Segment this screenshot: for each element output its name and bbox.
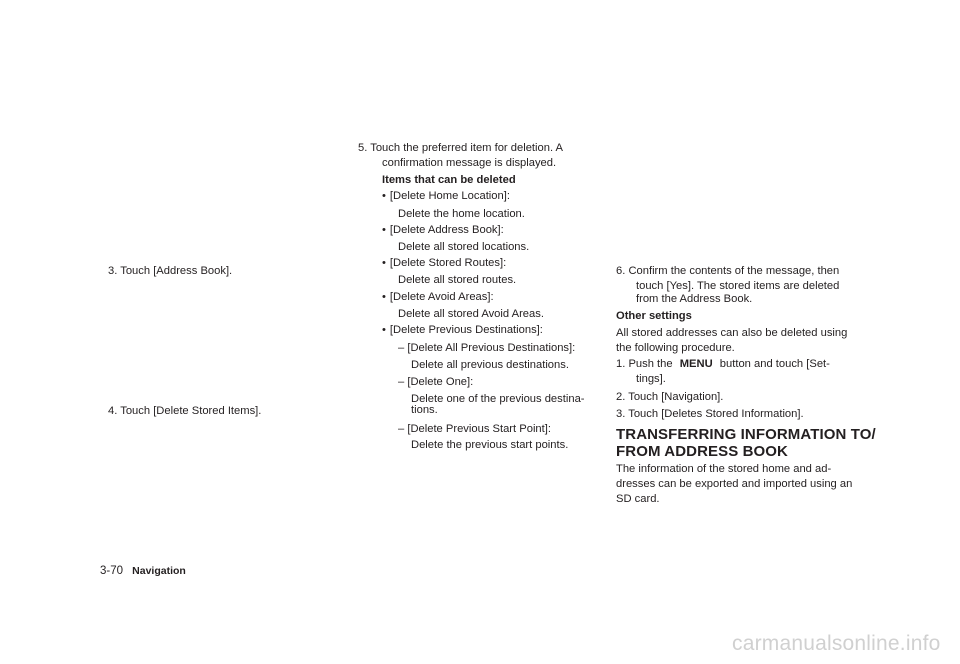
section-name: Navigation (132, 565, 186, 577)
step-5-line-2: confirmation message is displayed. (382, 157, 557, 169)
page-number: 3-70 (100, 565, 124, 577)
transfer-text: SD card. (616, 493, 660, 505)
list-item-desc: Delete the home location. (398, 208, 525, 220)
step-1-pre: 1. Push the (616, 358, 673, 370)
list-item-desc: Delete all stored routes. (398, 274, 517, 286)
step-6-line-2: touch [Yes]. The stored items are deleted (636, 280, 840, 292)
sub-item-label: – [Delete All Previous Destinations]: (398, 342, 576, 354)
list-item-label: • [Delete Home Location]: (382, 188, 510, 204)
transfer-text: The information of the stored home and ad- (616, 463, 832, 475)
transfer-heading-line-2: FROM ADDRESS BOOK (616, 443, 788, 460)
other-settings-heading: Other settings (616, 310, 692, 322)
other-settings-text: the following procedure. (616, 342, 735, 354)
watermark: carmanualsonline.info (732, 632, 941, 655)
list-item-desc: Delete all stored Avoid Areas. (398, 308, 544, 320)
menu-key: MENU (679, 358, 713, 370)
step-1-post: button and touch [Set- (719, 358, 830, 370)
sub-item-desc: tions. (411, 404, 438, 416)
sub-item-desc: Delete the previous start points. (411, 439, 569, 451)
list-item-label: • [Delete Address Book]: (382, 222, 504, 238)
transfer-heading-line-1: TRANSFERRING INFORMATION TO/ (616, 426, 876, 443)
procedure-step-1-cont: tings]. (636, 373, 666, 385)
page-footer (100, 563, 186, 579)
sub-item-desc: Delete one of the previous destina- (411, 393, 585, 405)
step-6-line-1: 6. Confirm the contents of the message, then (616, 265, 840, 277)
procedure-step-3: 3. Touch [Deletes Stored Information]. (616, 408, 804, 420)
step-5-line-1: 5. Touch the preferred item for deletion. A (358, 142, 564, 154)
sub-item-desc: Delete all previous destinations. (411, 359, 569, 371)
other-settings-text: All stored addresses can also be deleted using (616, 327, 848, 339)
list-item-label: • [Delete Stored Routes]: (382, 255, 506, 271)
procedure-step-2: 2. Touch [Navigation]. (616, 391, 724, 403)
list-item-label: • [Delete Previous Destinations]: (382, 322, 543, 338)
step-6-line-3: from the Address Book. (636, 293, 753, 305)
sub-item-label: – [Delete Previous Start Point]: (398, 423, 551, 435)
transfer-text: dresses can be exported and imported using an (616, 478, 853, 490)
step-4: 4. Touch [Delete Stored Items]. (108, 405, 262, 417)
list-item-desc: Delete all stored locations. (398, 241, 530, 253)
list-item-label: • [Delete Avoid Areas]: (382, 289, 494, 305)
procedure-step-1 (616, 356, 830, 372)
sub-item-label: – [Delete One]: (398, 376, 474, 388)
items-heading: Items that can be deleted (382, 174, 516, 186)
transfer-heading (616, 426, 876, 460)
step-3: 3. Touch [Address Book]. (108, 265, 233, 277)
